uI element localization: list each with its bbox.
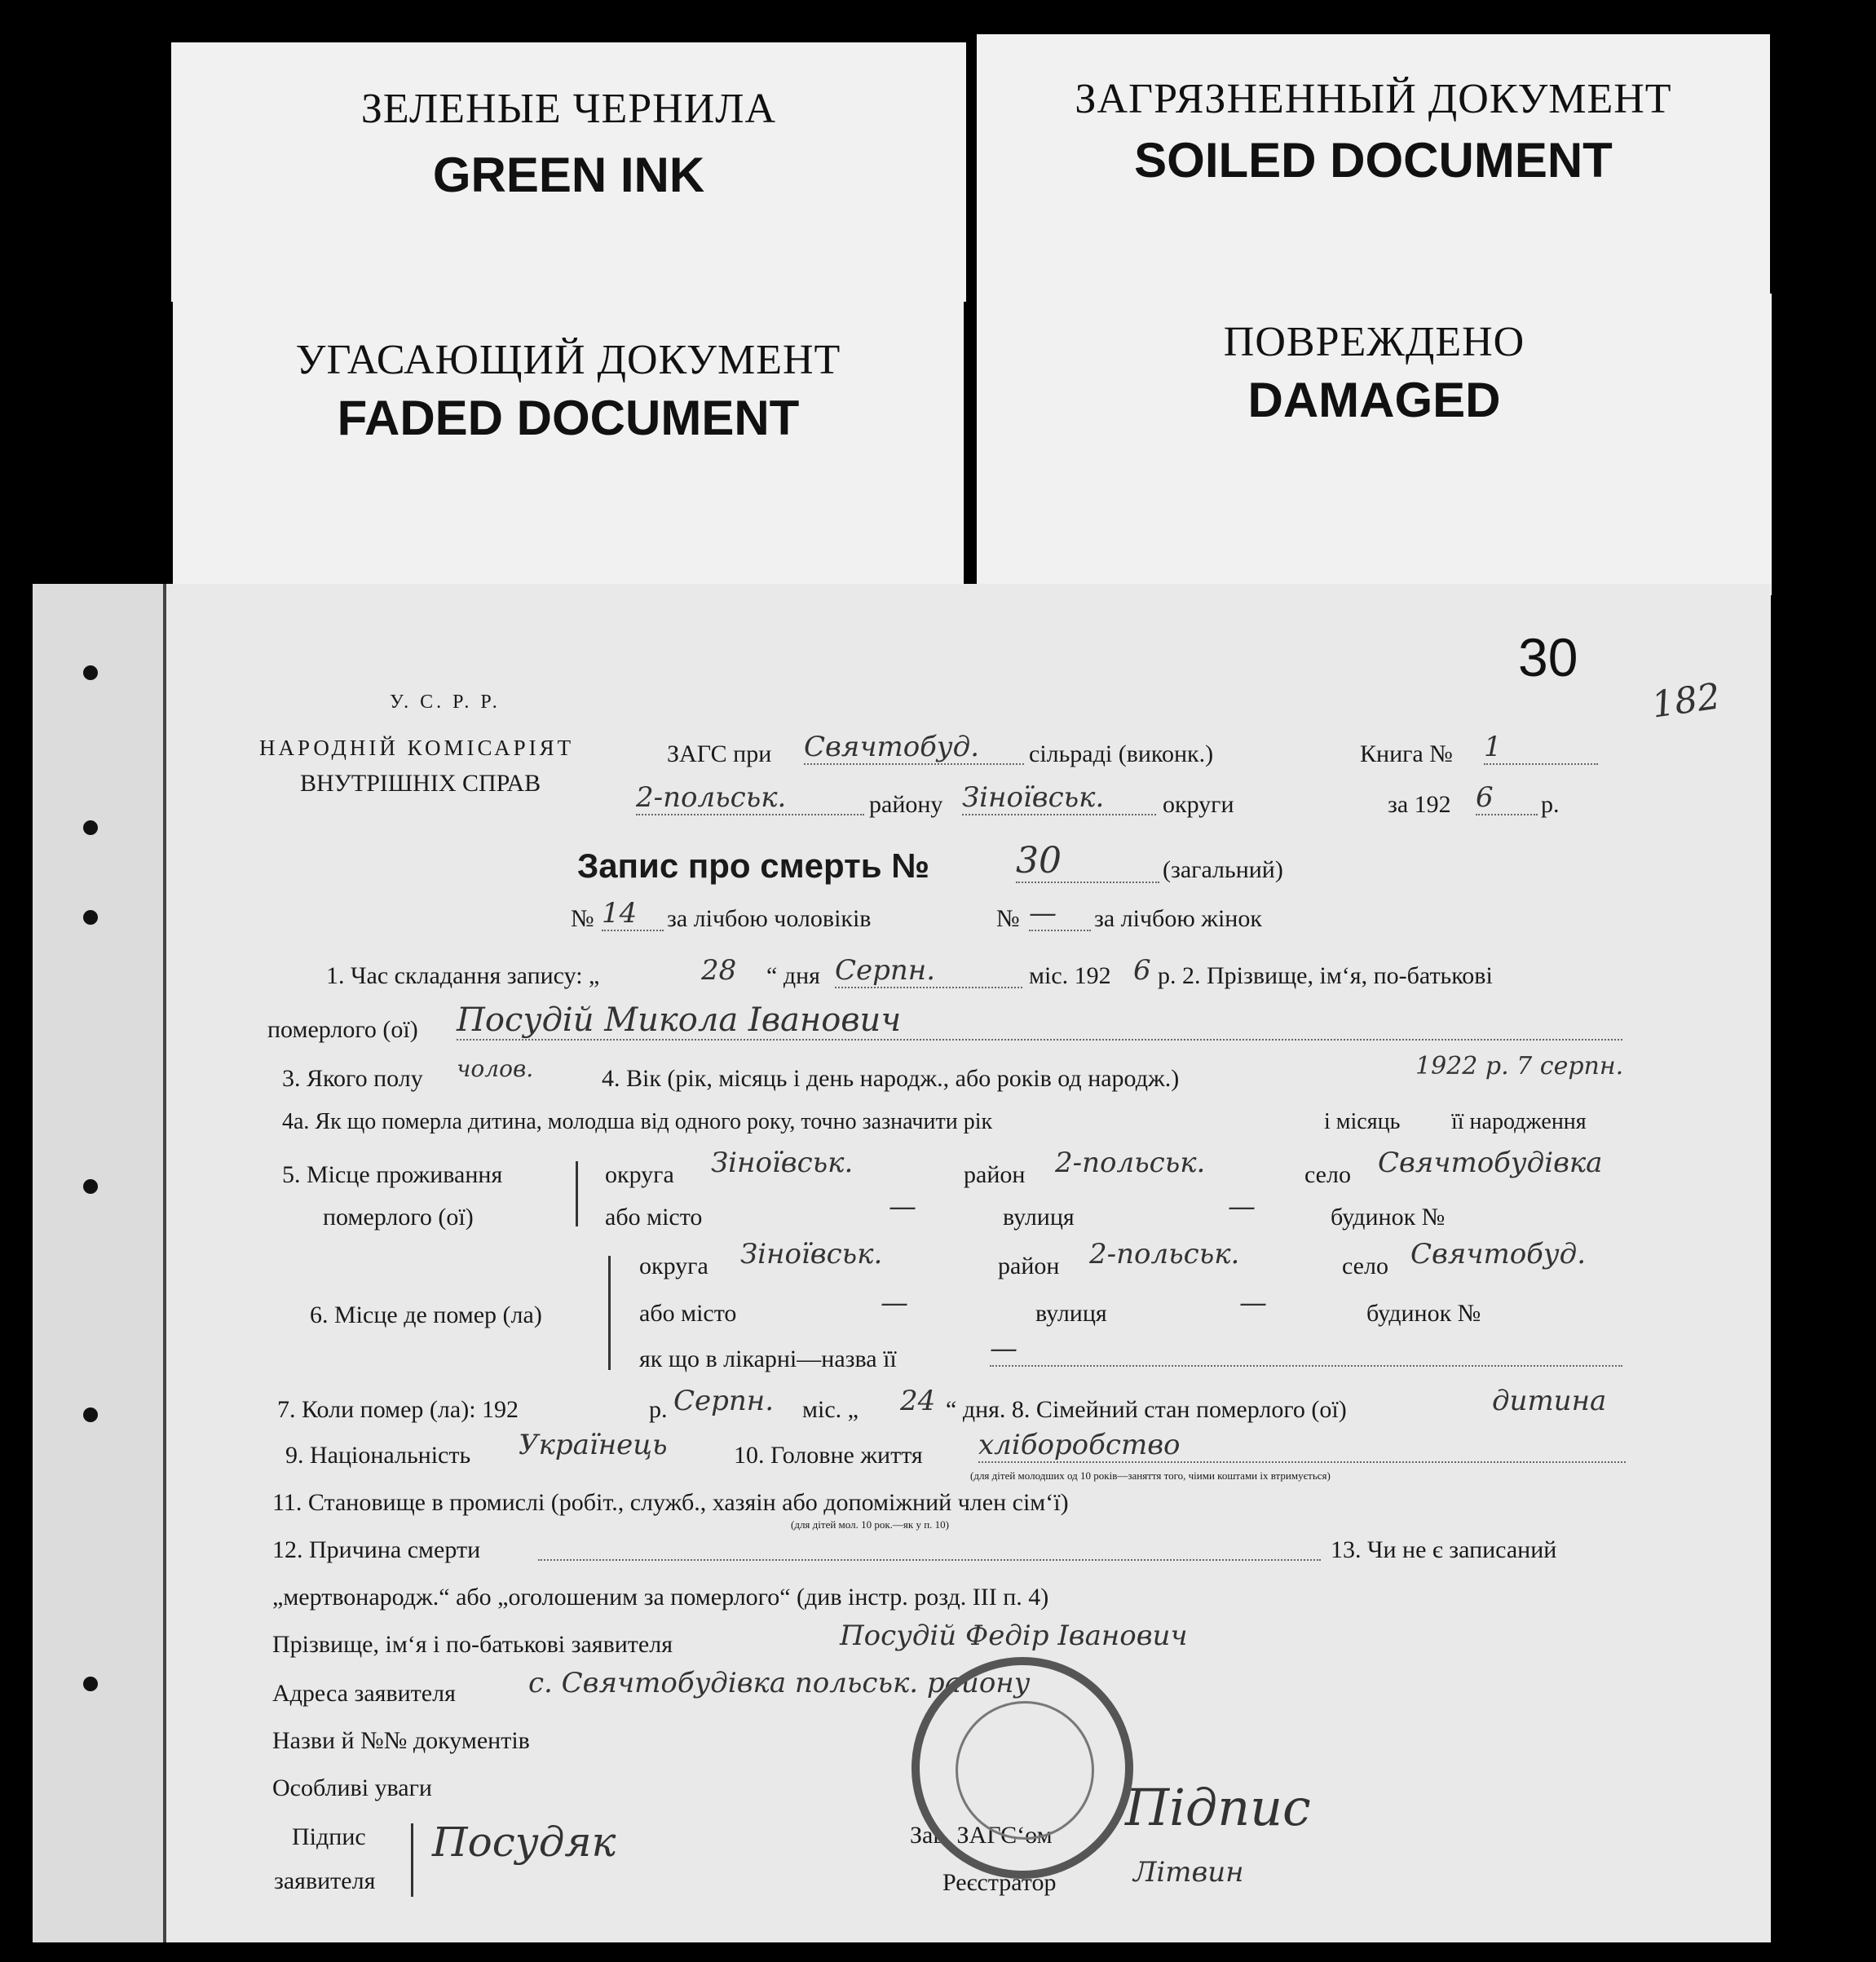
f6-vulytsia-value: —	[1239, 1287, 1267, 1319]
f5-vulytsia-label: вулиця	[1003, 1204, 1075, 1231]
card-faded-en: FADED DOCUMENT	[337, 391, 800, 445]
f9-label: 9. Національність	[285, 1442, 471, 1469]
f12-line	[538, 1559, 1321, 1561]
f10-label: 10. Головне життя	[734, 1442, 923, 1469]
binding-stub	[33, 584, 166, 1942]
f6-likarnia-label: як що в лікарні—назва її	[639, 1346, 897, 1372]
zags-pri-value: Свячтобуд.	[804, 731, 1024, 765]
card-green-ru: ЗЕЛЕНЫЕ ЧЕРНИЛА	[360, 86, 777, 132]
f6-label: 6. Місце де помер (ла)	[310, 1301, 542, 1328]
punch-hole	[83, 1179, 98, 1194]
card-green-en: GREEN INK	[432, 148, 705, 202]
f1-month: Серпн.	[835, 954, 1022, 988]
sheet-number: 30	[1518, 627, 1578, 687]
f4a-tail: її народження	[1451, 1109, 1587, 1134]
f6-okruga-label: округа	[639, 1253, 708, 1279]
f11-label: 11. Становище в промислі (робіт., служб., хазяін або допоміжний член сім‘ї)	[272, 1489, 1069, 1516]
f5-budynok-label: будинок №	[1331, 1204, 1446, 1231]
f5-selo-value: Свячтобудівка	[1378, 1147, 1603, 1179]
year-prefix: за 192	[1388, 791, 1451, 818]
f5-vulytsia-value: —	[1228, 1191, 1256, 1223]
sign-label-2: заявителя	[274, 1867, 376, 1894]
f6-vulytsia-label: вулиця	[1035, 1300, 1107, 1327]
zags-pri-label: ЗАГС при	[667, 740, 772, 767]
f8-value: дитина	[1492, 1385, 1607, 1417]
f12-label: 12. Причина смерти	[272, 1536, 481, 1563]
f4a-month-label: і місяць	[1324, 1109, 1401, 1134]
f5-raion-value: 2-польськ.	[1055, 1147, 1206, 1179]
record-title: Запис про смерть №	[577, 846, 929, 885]
punch-hole	[83, 1407, 98, 1422]
f10-note: (для дітей молодших од 10 років—заняття того, чіими коштами іх втримується)	[970, 1469, 1331, 1482]
punch-hole	[83, 1677, 98, 1691]
year-value: 6	[1476, 781, 1538, 815]
raion-label: району	[869, 791, 943, 818]
women-no-label: №	[996, 905, 1020, 932]
record-number: 30	[1016, 840, 1159, 883]
head-signature: Підпис	[1125, 1778, 1311, 1837]
f3-value: чолов.	[457, 1055, 534, 1082]
year-suffix: р.	[1541, 791, 1560, 818]
f5-raion-label: район	[964, 1161, 1026, 1188]
head-label: Зав. ЗАГС‘ом	[910, 1822, 1053, 1849]
f1-day: 28	[701, 954, 737, 987]
f4-value: 1922 р. 7 серпн.	[1415, 1052, 1624, 1080]
docs-label: Назви й №№ документів	[272, 1727, 530, 1754]
f10-value: хліборобство	[978, 1429, 1626, 1463]
sign-label-1: Підпис	[292, 1823, 366, 1850]
f6-selo-value: Свячтобуд.	[1410, 1238, 1587, 1270]
f7-label-a: 7. Коли помер (ла): 192	[277, 1396, 519, 1423]
f13-label: 13. Чи не є записаний	[1331, 1536, 1557, 1563]
f9-value: Українець	[519, 1429, 668, 1461]
f1-label-a: 1. Час складання запису: „	[326, 962, 600, 989]
official-seal	[912, 1657, 1133, 1879]
f4a-text: 4а. Як що померла дитина, молодша від одного року, точно зазначити рік	[282, 1109, 993, 1134]
record-general: (загальний)	[1163, 856, 1283, 883]
card-faded-ru: УГАСАЮЩИЙ ДОКУМЕНТ	[295, 337, 841, 383]
book-label: Книга №	[1360, 740, 1453, 767]
f6-raion-value: 2-польськ.	[1089, 1238, 1240, 1270]
f6-budynok-label: будинок №	[1366, 1300, 1481, 1327]
f5-brace	[576, 1161, 578, 1226]
notes-label: Особливі уваги	[272, 1774, 432, 1801]
applicant-value: Посудій Федір Іванович	[840, 1620, 1188, 1652]
okrug-label: округи	[1163, 791, 1234, 818]
address-label: Адреса заявителя	[272, 1680, 456, 1707]
f5-selo-label: село	[1304, 1161, 1351, 1188]
card-green-ink	[171, 42, 966, 302]
card-damaged-en: DAMAGED	[1247, 373, 1501, 427]
f7-month: Серпн.	[673, 1385, 775, 1417]
address-value: с. Свячтобудівка польськ. району	[528, 1667, 1031, 1699]
f5-misto-label: або місто	[605, 1204, 703, 1231]
f1-label-d: р. 2. Прізвище, ім‘я, по-батькові	[1158, 962, 1493, 989]
card-soiled-document	[977, 34, 1770, 303]
f7-label-c: міс. „	[802, 1396, 859, 1423]
book-value: 1	[1484, 731, 1598, 765]
f7-label-b: р.	[649, 1396, 668, 1423]
f11-note: (для дітей мол. 10 рок.—як у п. 10)	[791, 1518, 949, 1531]
f4-label: 4. Вік (рік, місяць і день народж., або років од народж.)	[602, 1065, 1180, 1092]
men-label: за лічбою чоловіків	[667, 905, 872, 932]
f6-misto-value: —	[881, 1287, 908, 1319]
f6-likarnia-value: —	[990, 1332, 1622, 1367]
applicant-signature: Посудяк	[432, 1818, 616, 1866]
archive-number: 182	[1649, 675, 1724, 727]
f6-raion-label: район	[998, 1253, 1060, 1279]
f1-label-c: міс. 192	[1029, 962, 1111, 989]
punch-hole	[83, 910, 98, 925]
f5-misto-value: —	[889, 1191, 916, 1223]
f13b-text: „мертвонародж.“ або „оголошеним за померлого“ (див інстр. розд. III п. 4)	[272, 1584, 1049, 1611]
men-no-label: №	[571, 905, 594, 932]
f1-year: 6	[1133, 954, 1151, 987]
sign-brace	[411, 1823, 413, 1897]
f7-day: 24	[900, 1385, 936, 1417]
women-count: —	[1029, 897, 1091, 931]
f1-label-b: “ дня	[766, 962, 820, 989]
f6-misto-label: або місто	[639, 1300, 737, 1327]
commissariat-line2: ВНУТРІШНІХ СПРАВ	[300, 770, 541, 797]
f2-label: померлого (ої)	[267, 1016, 418, 1043]
f6-brace	[608, 1256, 611, 1370]
f2-value: Посудій Микола Іванович	[457, 1001, 1622, 1041]
f6-selo-label: село	[1342, 1253, 1388, 1279]
okrug-value: Зіноївськ.	[962, 781, 1156, 815]
card-soiled-ru: ЗАГРЯЗНЕННЫЙ ДОКУМЕНТ	[1075, 76, 1672, 122]
f5-okruga-value: Зіноївськ.	[711, 1147, 854, 1179]
applicant-label: Прізвище, ім‘я і по-батькові заявителя	[272, 1631, 673, 1658]
republic-label: У. С. Р. Р.	[390, 692, 501, 713]
punch-hole	[83, 820, 98, 835]
f5-label1: 5. Місце проживання	[282, 1161, 503, 1188]
men-count: 14	[602, 897, 664, 931]
punch-hole	[83, 665, 98, 680]
f7-label-d: “ дня. 8. Сімейний стан померлого (ої)	[946, 1396, 1347, 1423]
commissariat-line1: НАРОДНІЙ КОМІСАРІЯТ	[259, 736, 575, 760]
card-damaged-ru: ПОВРЕЖДЕНО	[1223, 319, 1525, 365]
card-soiled-en: SOILED DOCUMENT	[1134, 133, 1613, 188]
f5-label2: померлого (ої)	[323, 1204, 474, 1231]
raion-value: 2-польськ.	[636, 781, 864, 815]
f6-okruga-value: Зіноївськ.	[740, 1238, 883, 1270]
f5-okruga-label: округа	[605, 1161, 674, 1188]
card-damaged	[977, 294, 1772, 595]
silradi-label: сільраді (виконк.)	[1029, 740, 1214, 767]
f3-label: 3. Якого полу	[282, 1065, 423, 1092]
registrar-label: Реєстратор	[942, 1869, 1057, 1896]
registrar-signature: Літвин	[1133, 1856, 1244, 1889]
card-faded-document	[173, 285, 964, 595]
women-label: за лічбою жінок	[1094, 905, 1262, 932]
